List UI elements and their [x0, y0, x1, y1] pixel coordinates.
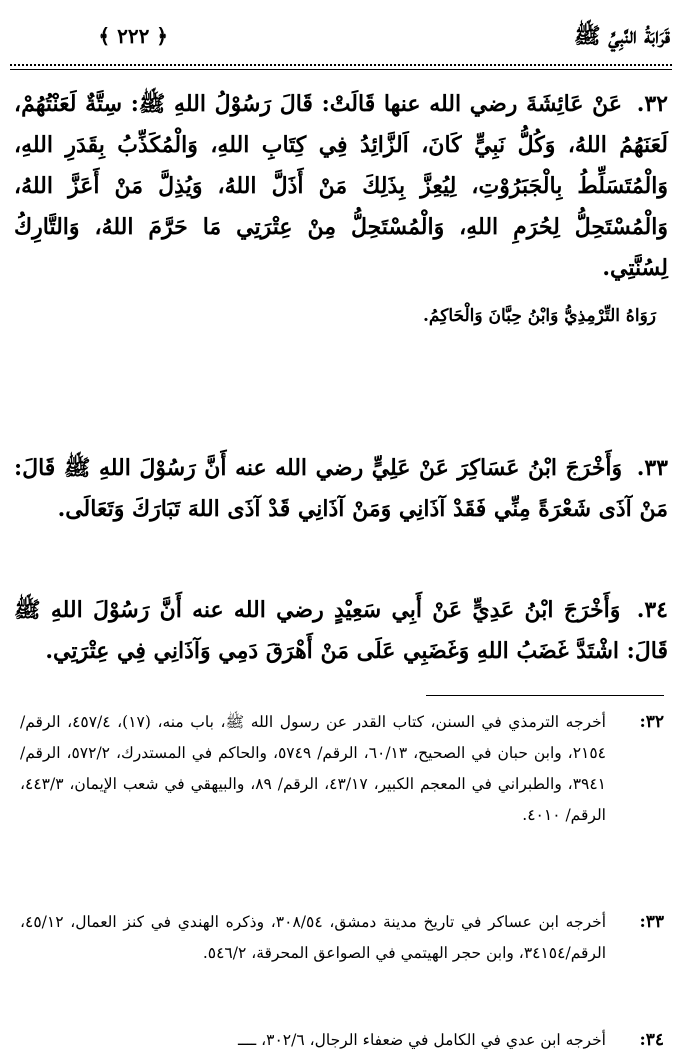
- footnote-text: أخرجه ابن عساكر في تاريخ مدينة دمشق، ٣٠٨/٥٤، وذكره الهندي في كنز العمال، ٤٥/١٢، الرقم/٣٤١٥٤، وابن حجر الهيتمي في الصواعق المحرقة، ٥٤٦/٢.: [20, 913, 607, 962]
- hadith-33: [14, 448, 668, 530]
- footnote-32: [20, 707, 664, 831]
- hadith-source: رَوَاهُ التِّرْمِذِيُّ وَابْنُ حِبَّانَ وَالْحَاكِمُ.: [423, 306, 656, 326]
- header-rule: [10, 69, 672, 70]
- hadith-text: وَأَخْرَجَ ابْنُ عَسَاكِرَ عَنْ عَلِيٍّ رضي الله عنه أَنَّ رَسُوْلَ اللهِ ﷺ قَالَ: مَنْ آذَى شَعْرَةً مِنِّي فَقَدْ آذَانِي وَمَنْ آذَانِي قَدْ آذَى اللهَ تَبَارَكَ وَتَعَالَى.: [14, 455, 668, 522]
- page-number: ﴿ ٢٢٢ ﴾: [98, 24, 168, 48]
- book-title: قَرَابَةُ النَّبِيِّ ﷺ: [574, 23, 670, 49]
- hadith-text: عَنْ عَائِشَةَ رضي الله عنها قَالَتْ: قَالَ رَسُوْلُ اللهِ ﷺ: سِتَّةٌ لَعَنْتُهُمْ، لَعَنَهُمُ اللهُ، وَكُلُّ نَبِيٍّ كَانَ، اَلزَّائِدُ فِي كِتَابِ اللهِ، وَالْمُكَذِّبُ بِقَدَرِ اللهِ، وَالْمُتَسَلِّطُ بِالْجَبَرُوْتِ، لِيُعِزَّ بِذَلِكَ مَنْ أَذَلَّ اللهُ، وَيُذِلَّ مَنْ أَعَزَّ اللهُ، وَالْمُسْتَحِلُّ لِحُرَمِ اللهِ، وَالْمُسْتَحِلُّ مِنْ عِتْرَتِي مَا حَرَّمَ اللهُ، وَالتَّارِكُ لِسُنَّتِي.: [14, 91, 669, 281]
- footnote-text: أخرجه ابن عدي في الكامل في ضعفاء الرجال، ٣٠٢/٦، ــــ: [238, 1031, 606, 1049]
- footnote-separator: [426, 695, 664, 696]
- footnote-text: أخرجه الترمذي في السنن، كتاب القدر عن رسول الله ﷺ، باب منه، (١٧)، ٤٥٧/٤، الرقم/ ٢١٥٤، وابن حبان في الصحيح، ٦٠/١٣، الرقم/ ٥٧٤٩، والحاكم في المستدرك، ٥٧٢/٢، الرقم/ ٣٩٤١، والطبراني في المعجم الكبير، ٤٣/١٧، الرقم/ ٨٩، والبيهقي في شعب الإيمان، ٤٤٣/٣، الرقم/ ٤٠١٠.: [20, 713, 606, 824]
- footnote-34: [20, 1025, 664, 1056]
- header-dotted-rule: [10, 64, 672, 66]
- footnote-33: [20, 907, 664, 969]
- hadith-text: وَأَخْرَجَ ابْنُ عَدِيٍّ عَنْ أَبِي سَعِيْدٍ رضي الله عنه أَنَّ رَسُوْلَ اللهِ ﷺ قَالَ: اشْتَدَّ غَضَبُ اللهِ وَغَضَبِي عَلَى مَنْ أَهْرَقَ دَمِي وَآذَانِي فِي عِتْرَتِي.: [14, 597, 668, 664]
- footnote-number: ٣٢:: [639, 712, 664, 732]
- hadith-34: [14, 590, 668, 672]
- hadith-32: [14, 84, 668, 289]
- footnote-number: ٣٣:: [639, 912, 664, 932]
- hadith-number: ٣٣.: [636, 455, 668, 481]
- footnote-number: ٣٤:: [639, 1030, 664, 1050]
- hadith-number: ٣٤.: [636, 597, 668, 623]
- hadith-number: ٣٢.: [636, 91, 668, 117]
